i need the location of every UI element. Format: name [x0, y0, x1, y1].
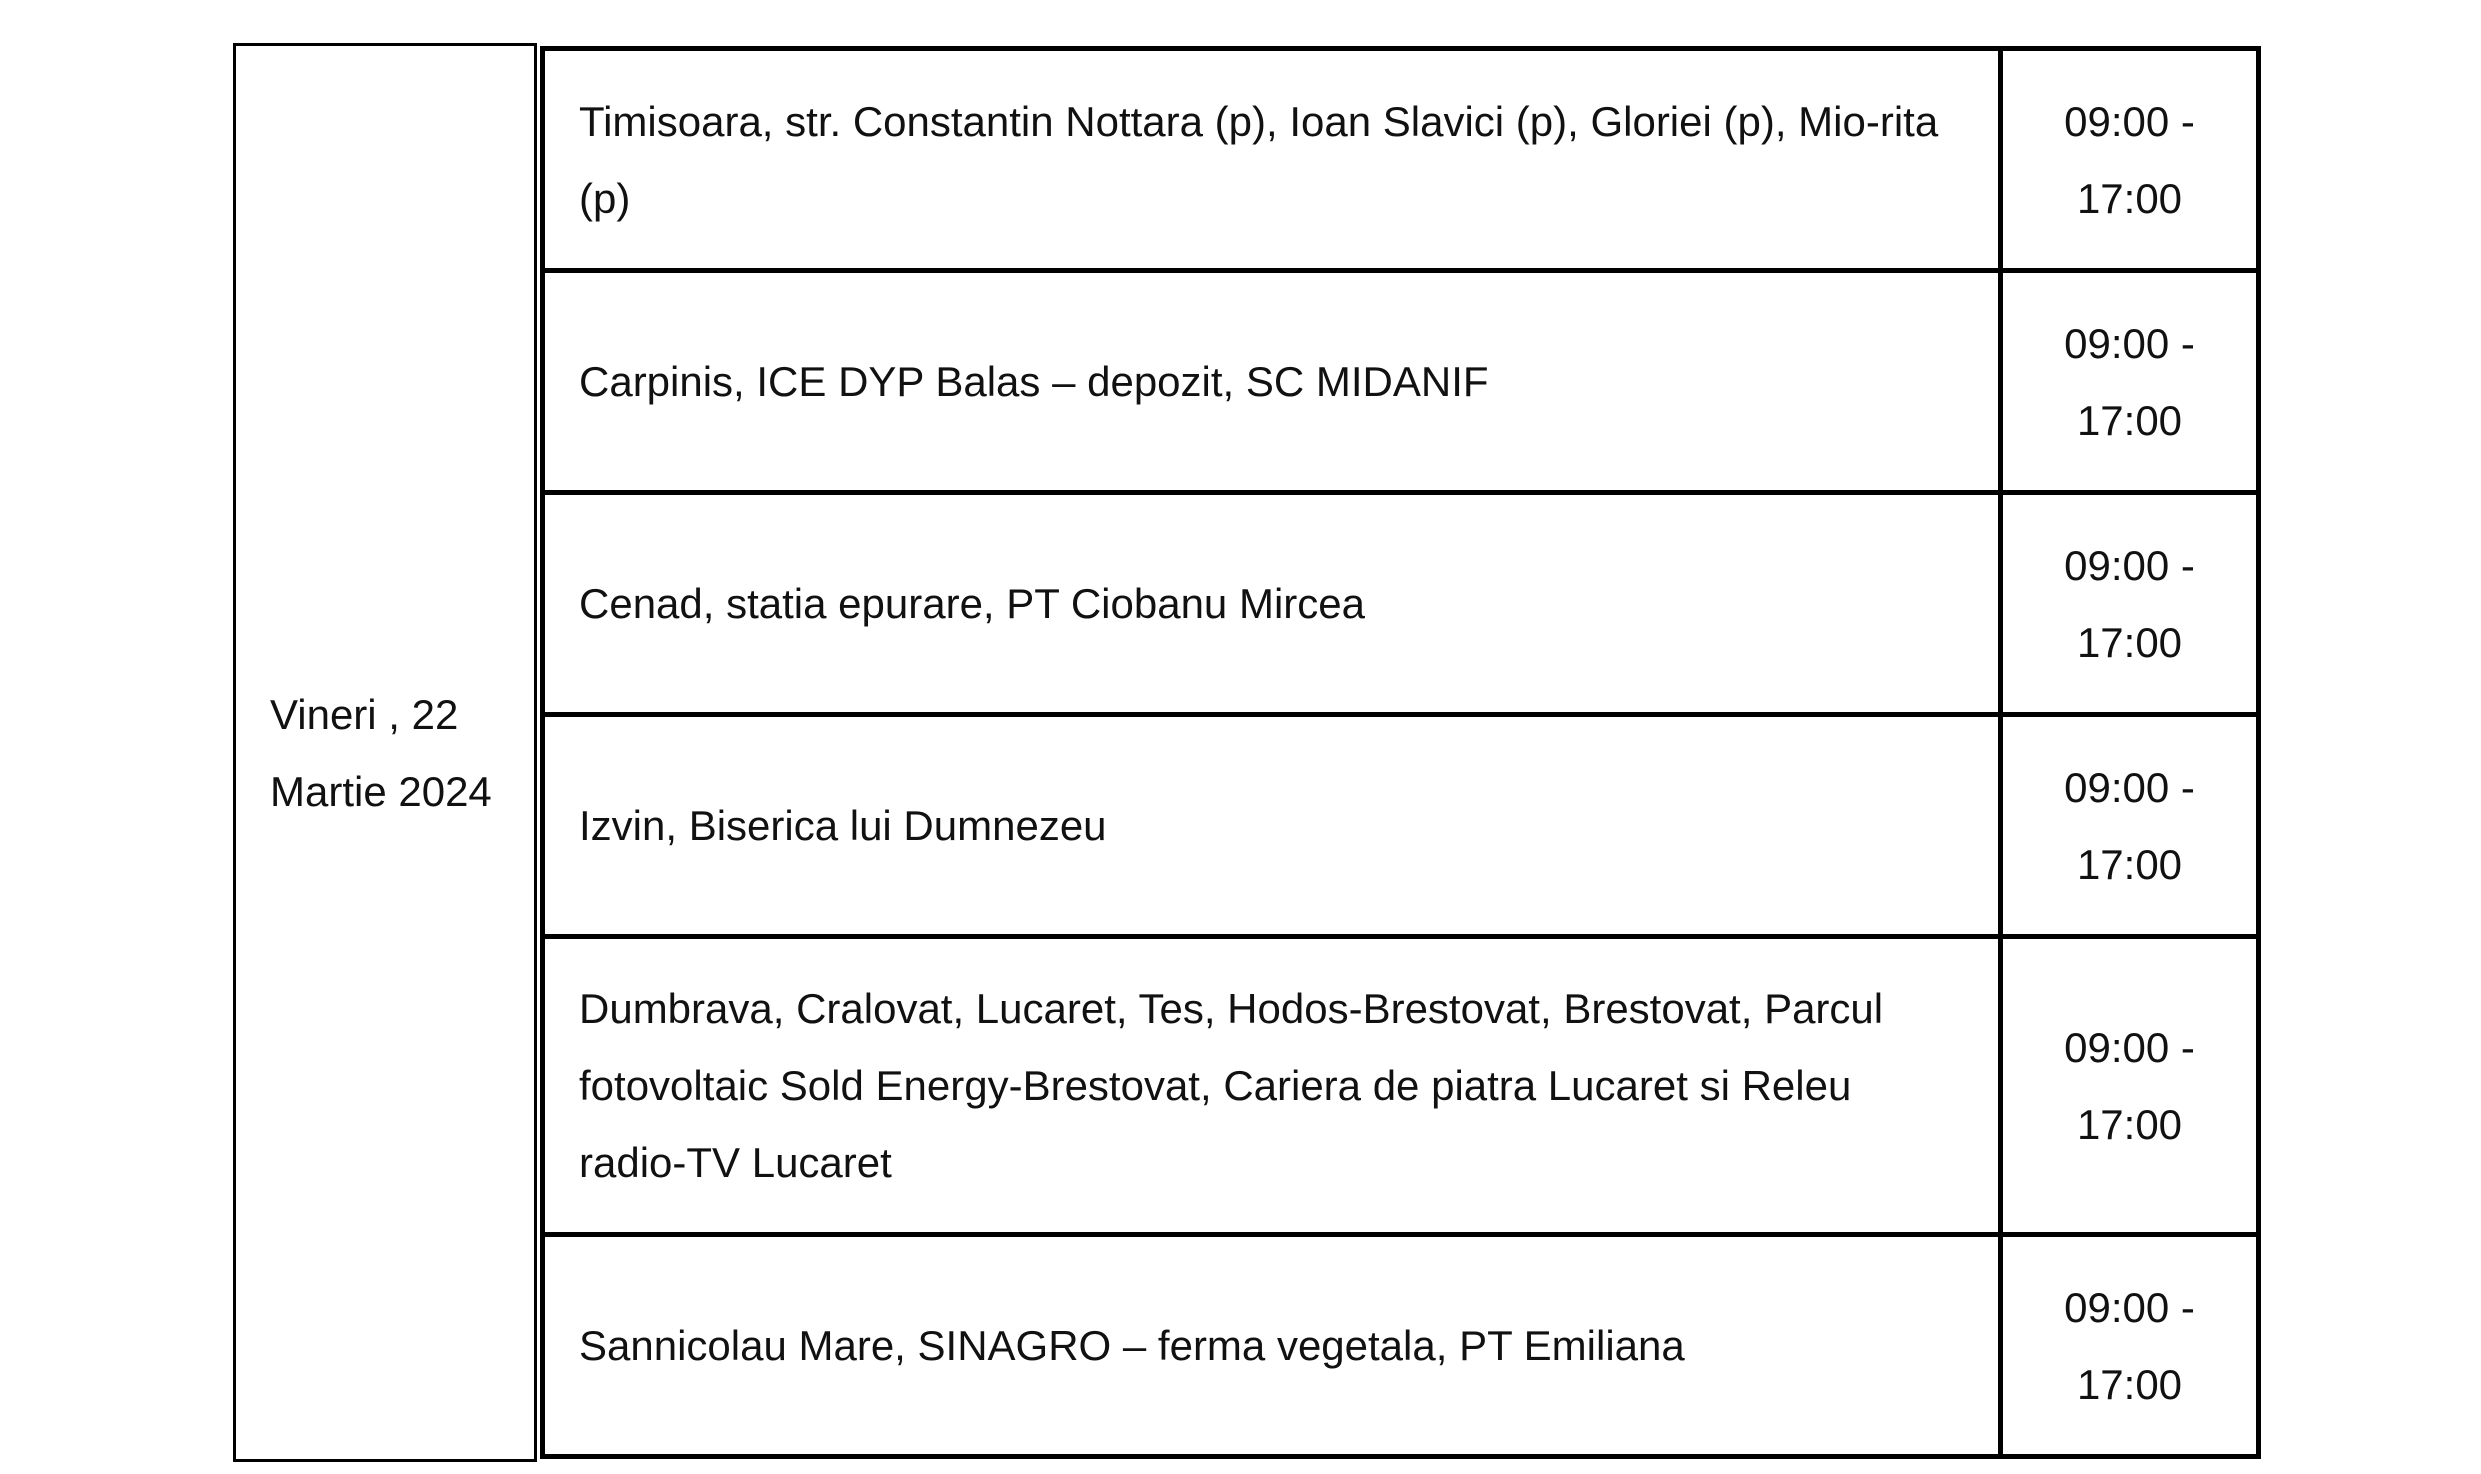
time-end: 17:00 [2076, 1100, 2183, 1148]
location-cell: Dumbrava, Cralovat, Lucaret, Tes, Hodos-Brestovat, Brestovat, Parcul fotovoltaic Sold Energy-Brestovat, Cariera de piatra Lucaret si Releu radio-TV Lucaret [543, 937, 2001, 1235]
time-start: 09:00 - [2064, 763, 2195, 811]
time-cell [2001, 271, 2259, 493]
time-start: 09:00 - [2064, 1023, 2195, 1071]
time-end: 17:00 [2076, 396, 2183, 444]
time-start: 09:00 - [2064, 1283, 2195, 1331]
time-end: 17:00 [2076, 1360, 2183, 1408]
location-cell: Sannicolau Mare, SINAGRO – ferma vegetala, PT Emiliana [543, 1235, 2001, 1457]
time-end: 17:00 [2076, 174, 2183, 222]
time-cell [2001, 937, 2259, 1235]
location-cell: Izvin, Biserica lui Dumnezeu [543, 715, 2001, 937]
table-row [543, 271, 2259, 493]
location-cell: Carpinis, ICE DYP Balas – depozit, SC MIDANIF [543, 271, 2001, 493]
schedule-table [540, 46, 2261, 1459]
time-cell [2001, 49, 2259, 271]
location-cell: Timisoara, str. Constantin Nottara (p), Ioan Slavici (p), Gloriei (p), Mio-rita (p) [543, 49, 2001, 271]
time-end: 17:00 [2076, 618, 2183, 666]
time-start: 09:00 - [2064, 541, 2195, 589]
date-day: Vineri , 22 [270, 690, 459, 738]
time-start: 09:00 - [2064, 97, 2195, 145]
table-row [543, 937, 2259, 1235]
location-cell: Cenad, statia epurare, PT Ciobanu Mircea [543, 493, 2001, 715]
time-cell [2001, 493, 2259, 715]
date-cell [233, 43, 537, 1462]
time-start: 09:00 - [2064, 319, 2195, 367]
table-row [543, 715, 2259, 937]
time-end: 17:00 [2076, 840, 2183, 888]
table-row [543, 493, 2259, 715]
table-row [543, 49, 2259, 271]
time-cell [2001, 1235, 2259, 1457]
date-month-year: Martie 2024 [270, 767, 492, 815]
table-row [543, 1235, 2259, 1457]
date-label [236, 676, 520, 830]
time-cell [2001, 715, 2259, 937]
